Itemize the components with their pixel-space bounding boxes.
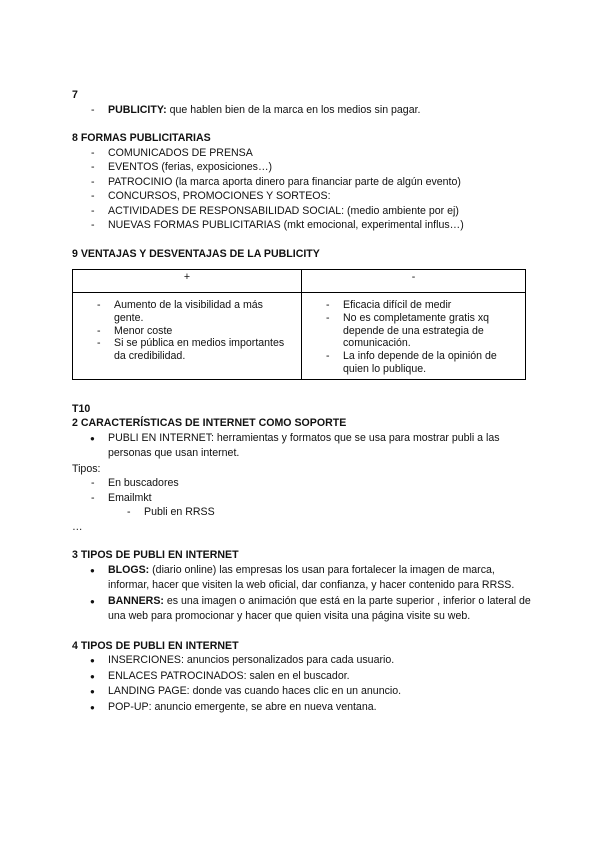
- bullet-item: ● INSERCIONES: anuncios personalizados para cada usuario.: [72, 653, 532, 669]
- pro-item: - Menor coste: [79, 325, 295, 338]
- item-bold-label: BLOGS:: [108, 563, 150, 576]
- pros-cell: [73, 293, 302, 380]
- item-text: que hablen bien de la marca en los medios sin pagar.: [166, 103, 421, 116]
- item-bold-label: BANNERS:: [108, 594, 164, 607]
- pro-item: - Aumento de la visibilidad a más gente.: [79, 299, 295, 325]
- col-header-plus: +: [73, 270, 302, 293]
- bullet-item: ● LANDING PAGE: donde vas cuando haces clic en un anuncio.: [72, 684, 532, 700]
- pro-item: - Si se pública en medios importantes da credibilidad.: [79, 337, 295, 363]
- item-text: (diario online) las empresas los usan para fortalecer la imagen de marca, informar, hacer que visiten la web oficial, dar confianza, y hacer contenido para RRSS.: [108, 563, 515, 592]
- list-item: - ACTIVIDADES DE RESPONSABILIDAD SOCIAL: (medio ambiente por ej): [72, 204, 532, 219]
- section-3-title: 3 TIPOS DE PUBLI EN INTERNET: [72, 549, 239, 562]
- t10-number: T10: [72, 402, 91, 415]
- bullet-item: [72, 563, 532, 594]
- section-2-title: 2 CARACTERÍSTICAS DE INTERNET COMO SOPORTE: [72, 417, 347, 430]
- cons-cell: [302, 293, 526, 380]
- section-4-title: 4 TIPOS DE PUBLI EN INTERNET: [72, 639, 239, 652]
- list-item: - PATROCINIO (la marca aporta dinero para financiar parte de algún evento): [72, 175, 532, 190]
- list-item: - NUEVAS FORMAS PUBLICITARIAS (mkt emocional, experimental influs…): [72, 218, 532, 233]
- tipos-label: Tipos:: [72, 462, 101, 475]
- section-9-title: 9 VENTAJAS Y DESVENTAJAS DE LA PUBLICITY: [72, 247, 320, 260]
- list-item: - COMUNICADOS DE PRENSA: [72, 146, 532, 161]
- bullet-item: [72, 594, 532, 625]
- con-item: - No es completamente gratis xq depende de una estrategia de comunicación.: [308, 312, 519, 350]
- bullet-item: ● ENLACES PATROCINADOS: salen en el buscador.: [72, 669, 532, 685]
- con-item: - Eficacia difícil de medir: [308, 299, 519, 312]
- sub-list-item: - Publi en RRSS: [72, 505, 532, 520]
- list-item: [72, 103, 532, 118]
- list-item: - EVENTOS (ferias, exposiciones…): [72, 160, 532, 175]
- list-item: - CONCURSOS, PROMOCIONES Y SORTEOS:: [72, 189, 532, 204]
- col-header-minus: -: [302, 270, 526, 293]
- list-item: - En buscadores: [72, 476, 532, 491]
- document-page: [72, 88, 532, 715]
- con-item: - La info depende de la opinión de quien lo publique.: [308, 350, 519, 376]
- bullet-item: ● POP-UP: anuncio emergente, se abre en nueva ventana.: [72, 700, 532, 716]
- bullet-item: ● PUBLI EN INTERNET: herramientas y formatos que se usa para mostrar publi a las personas que usan internet.: [72, 431, 532, 462]
- pros-cons-table: [72, 269, 526, 380]
- section-7-number: 7: [72, 89, 78, 101]
- item-text: es una imagen o animación que está en la parte superior , inferior o lateral de una web para promocionar y hacer que quien visita una página visite su web.: [108, 594, 531, 623]
- ellipsis: …: [72, 520, 83, 533]
- item-bold-label: PUBLICITY:: [108, 103, 167, 116]
- list-item: - Emailmkt: [72, 491, 532, 506]
- section-8-title: 8 FORMAS PUBLICITARIAS: [72, 132, 211, 144]
